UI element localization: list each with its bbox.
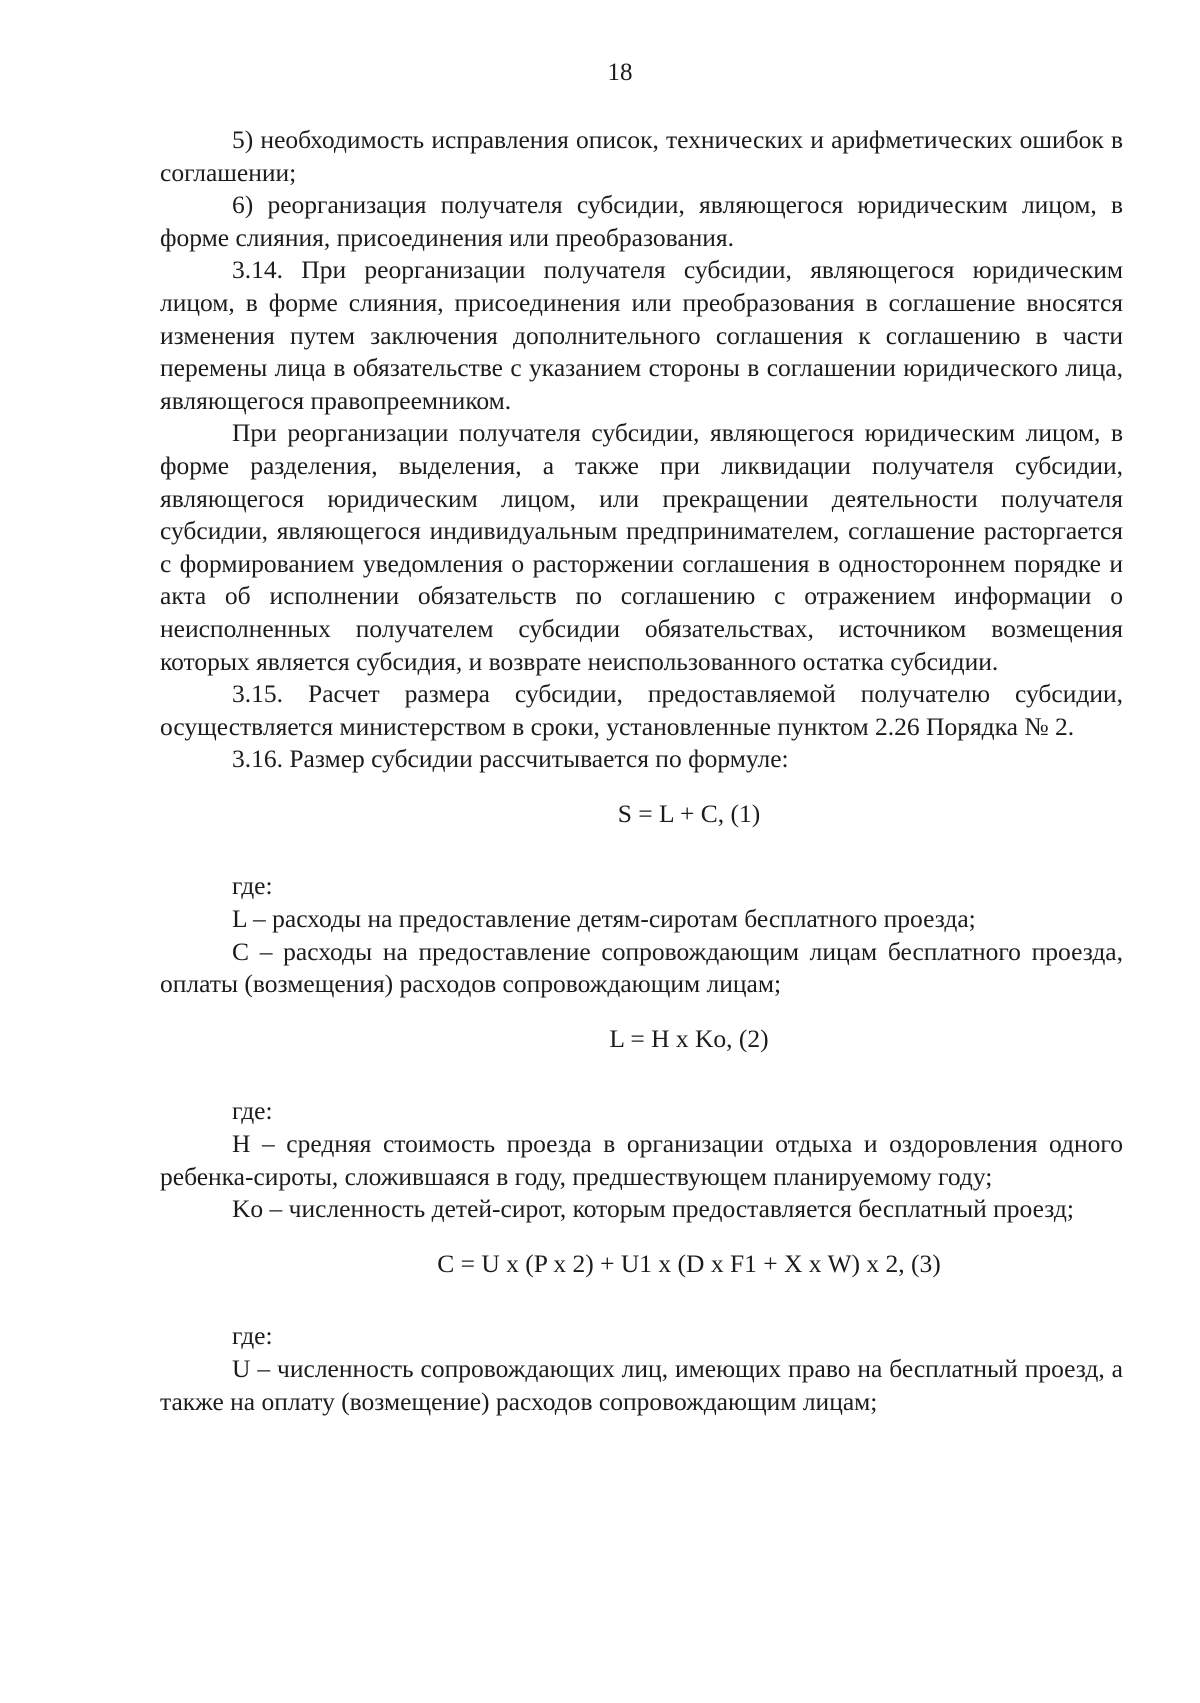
definition-Ko: Ko – численность детей-сирот, которым предоставляется бесплатный проезд; [232, 1194, 1074, 1224]
formula-2: L = H x Ko, (2) [609, 1023, 769, 1053]
definition-C: С – расходы на предоставление сопровождающим лицам бесплатного проезда, оплаты (возмещения) расходов сопровождающим лицам; [160, 936, 1123, 999]
where-label-2: где: [232, 1096, 273, 1126]
definition-U: U – численность сопровождающих лиц, имеющих право на бесплатный проезд, а также на оплату (возмещение) расходов сопровождающим лицам; [160, 1354, 1123, 1416]
page-number: 18 [607, 59, 633, 86]
definition-L: L – расходы на предоставление детям-сиротам бесплатного проезда; [232, 904, 976, 934]
formula-1: S = L + C, (1) [617, 798, 761, 828]
paragraph-item-6: 6) реорганизация получателя субсидии, являющегося юридическим лицом, в форме слияния, присоединения или преобразования. [160, 190, 1123, 252]
formula-3: C = U x (P x 2) + U1 x (D x F1 + X x W) x 2, (3) [437, 1248, 941, 1278]
paragraph-3-15: 3.15. Расчет размера субсидии, предоставляемой получателю субсидии, осуществляется министерством в сроки, установленные пунктом 2.26 Порядка № 2. [160, 679, 1123, 741]
document-body [160, 124, 1123, 1418]
paragraph-item-5: 5) необходимость исправления описок, технических и арифметических ошибок в соглашении; [160, 125, 1123, 187]
where-label-3: где: [232, 1321, 273, 1351]
paragraph-reorganization: При реорганизации получателя субсидии, являющегося юридическим лицом, в форме разделения, выделения, а также при ликвидации получателя субсидии, являющегося юридическим лицом, или прекращении деятельности получателя субсидии, являющегося индивидуальным предпринимателем, соглашение расторгается с формированием уведомления о расторжении соглашения в одностороннем порядке и акта об исполнении обязательств по соглашению с отражением информации о неисполненных получателем субсидии обязательствах, источником возмещения которых является субсидия, и возврате неиспользованного остатка субсидии. [160, 418, 1123, 676]
paragraph-3-14: 3.14. При реорганизации получателя субсидии, являющегося юридическим лицом, в форме слияния, присоединения или преобразования в соглашение вносятся изменения путем заключения дополнительного соглашения к соглашению в части перемены лица в обязательстве с указанием стороны в соглашении юридического лица, являющегося правопреемником. [160, 255, 1123, 415]
paragraph-3-16: 3.16. Размер субсидии рассчитывается по формуле: [232, 744, 789, 774]
where-label-1: где: [232, 871, 273, 901]
definition-H: H – средняя стоимость проезда в организации отдыха и оздоровления одного ребенка-сироты, сложившаяся в году, предшествующем планируемому году; [160, 1129, 1123, 1191]
